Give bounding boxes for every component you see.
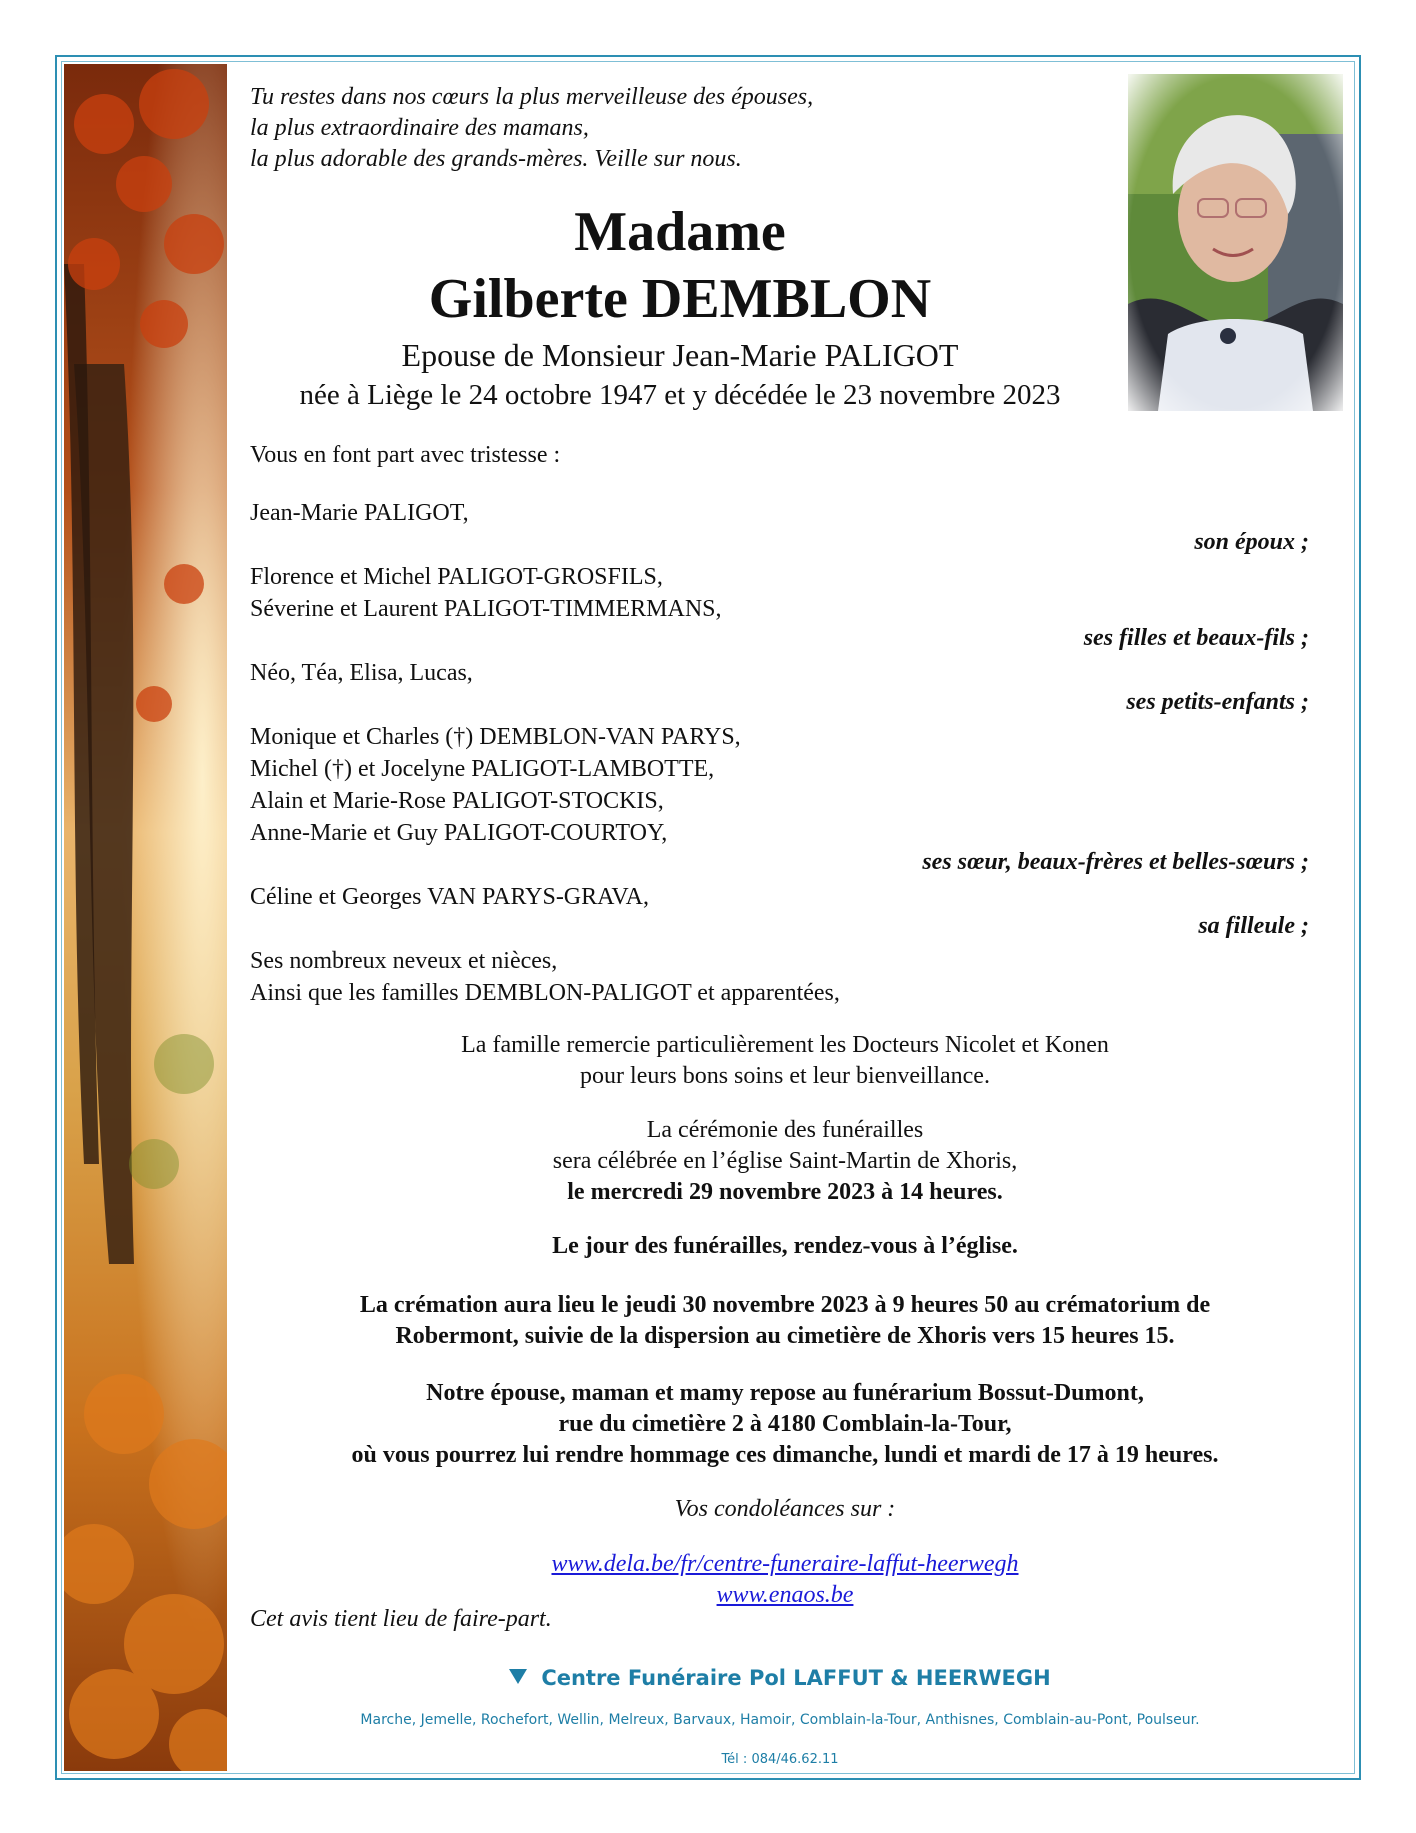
condolence-link-dela[interactable]: www.dela.be/fr/centre-funeraire-laffut-heerwegh <box>551 1551 1019 1577</box>
ceremony-line: La cérémonie des funérailles <box>646 1117 924 1143</box>
portrait-photo <box>1128 74 1343 411</box>
family-member: Alain et Marie-Rose PALIGOT-STOCKIS, <box>250 788 664 814</box>
family-member: Michel (†) et Jocelyne PALIGOT-LAMBOTTE, <box>250 756 715 782</box>
deceased-name: Gilberte DEMBLON <box>428 268 932 330</box>
funeral-home-name <box>240 1666 1320 1690</box>
triangle-down-icon <box>509 1669 527 1684</box>
family-member: Néo, Téa, Elisa, Lucas, <box>250 660 473 686</box>
resting-line: Notre épouse, maman et mamy repose au funérarium Bossut-Dumont, <box>426 1380 1144 1406</box>
epitaph <box>250 82 813 175</box>
deceased-block <box>240 200 1120 414</box>
relation-label: ses petits-enfants ; <box>1126 689 1309 715</box>
resting-block <box>250 1378 1320 1471</box>
closing-note: Cet avis tient lieu de faire-part. <box>250 1606 552 1632</box>
condolences-intro <box>250 1494 1320 1525</box>
thanks-line: La famille remercie particulièrement les Docteurs Nicolet et Konen <box>461 1032 1109 1058</box>
condolences-text: Vos condoléances sur : <box>674 1496 896 1522</box>
spouse-line: Epouse de Monsieur Jean-Marie PALIGOT <box>401 337 959 373</box>
meeting-line: Le jour des funérailles, rendez-vous à l’église. <box>552 1233 1018 1259</box>
funeral-home-phone: Tél : 084/46.62.11 <box>721 1752 839 1767</box>
resting-line: où vous pourrez lui rendre hommage ces dimanche, lundi et mardi de 17 à 19 heures. <box>351 1442 1219 1468</box>
thanks-line: pour leurs bons soins et leur bienveillance. <box>580 1063 990 1089</box>
honorific: Madame <box>574 201 786 263</box>
cremation-line: La crémation aura lieu le jeudi 30 novembre 2023 à 9 heures 50 au crématorium de <box>359 1292 1211 1318</box>
family-member: Anne-Marie et Guy PALIGOT-COURTOY, <box>250 820 668 846</box>
announcement: Vous en font part avec tristesse : <box>250 442 561 468</box>
meeting-note <box>250 1231 1320 1262</box>
ceremony-line: sera célébrée en l’église Saint-Martin de Xhoris, <box>552 1148 1018 1174</box>
epitaph-line: la plus adorable des grands-mères. Veille sur nous. <box>250 146 742 172</box>
relation-label: son époux ; <box>1194 529 1309 555</box>
resting-line: rue du cimetière 2 à 4180 Comblain-la-Tour, <box>558 1411 1012 1437</box>
funeral-home-locations: Marche, Jemelle, Rochefort, Wellin, Melreux, Barvaux, Hamoir, Comblain-la-Tour, Anthisnes, Comblain-au-Pont, Poulseur. <box>360 1712 1200 1728</box>
family-member: Ses nombreux neveux et nièces, <box>250 948 558 974</box>
autumn-forest-image <box>64 64 227 1771</box>
cremation-line: Robermont, suivie de la dispersion au cimetière de Xhoris vers 15 heures 15. <box>395 1323 1175 1349</box>
family-member: Monique et Charles (†) DEMBLON-VAN PARYS, <box>250 724 741 750</box>
family-member: Florence et Michel PALIGOT-GROSFILS, <box>250 564 663 590</box>
relation-label: sa filleule ; <box>1198 913 1309 939</box>
family-member: Ainsi que les familles DEMBLON-PALIGOT et apparentées, <box>250 980 840 1006</box>
relation-label: ses filles et beaux-fils ; <box>1083 625 1309 651</box>
family-member: Céline et Georges VAN PARYS-GRAVA, <box>250 884 649 910</box>
relation-label: ses sœur, beaux-frères et belles-sœurs ; <box>922 849 1309 875</box>
epitaph-line: la plus extraordinaire des mamans, <box>250 115 589 141</box>
family-member: Séverine et Laurent PALIGOT-TIMMERMANS, <box>250 596 722 622</box>
funeral-home-title: Centre Funéraire Pol LAFFUT & HEERWEGH <box>541 1666 1051 1690</box>
dates-line: née à Liège le 24 octobre 1947 et y décédée le 23 novembre 2023 <box>299 379 1061 411</box>
epitaph-line: Tu restes dans nos cœurs la plus merveilleuse des épouses, <box>250 84 814 110</box>
cremation-block <box>250 1290 1320 1352</box>
condolence-link-enaos[interactable]: www.enaos.be <box>716 1582 854 1608</box>
condolences-links <box>250 1549 1320 1611</box>
family-member: Jean-Marie PALIGOT, <box>250 500 469 526</box>
ceremony-date: le mercredi 29 novembre 2023 à 14 heures. <box>567 1179 1003 1205</box>
ceremony-block <box>250 1115 1320 1208</box>
thanks-block <box>250 1030 1320 1092</box>
